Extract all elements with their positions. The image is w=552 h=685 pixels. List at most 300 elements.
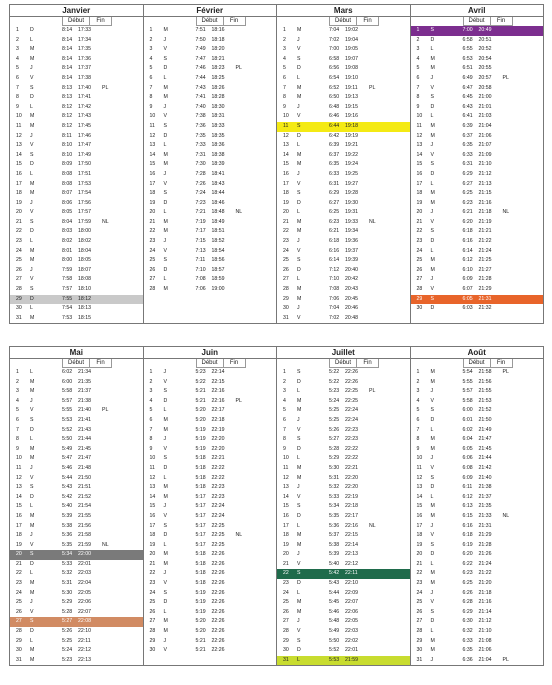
day-row	[277, 550, 410, 560]
day-row	[411, 608, 544, 618]
sunrise-time: 5:44	[329, 589, 340, 596]
sunset-time: 22:10	[78, 628, 91, 635]
day-number: 20	[149, 551, 156, 558]
sunrise-time: 6:33	[462, 151, 473, 158]
weekday: D	[163, 65, 168, 72]
sunset-time: 18:52	[211, 238, 225, 245]
day-number: 23	[16, 580, 22, 587]
day-number: 22	[16, 570, 22, 577]
weekday: M	[30, 589, 35, 596]
weekday: D	[30, 295, 34, 302]
day-number: 30	[149, 647, 156, 654]
weekday: V	[30, 541, 34, 548]
sunset-time: 18:56	[211, 257, 225, 264]
sunset-time: 22:03	[78, 570, 91, 577]
day-row	[144, 522, 277, 532]
sunset-time: 18:12	[78, 295, 91, 302]
sunrise-time: 5:18	[195, 464, 206, 471]
sunrise-time: 8:14	[62, 55, 73, 62]
day-number: 13	[149, 484, 156, 491]
moon-phase	[102, 617, 116, 627]
moon-phase	[236, 512, 250, 522]
moon-phase	[236, 112, 250, 122]
moon-phase	[369, 141, 383, 151]
sunset-time: 22:12	[345, 560, 358, 567]
day-number: 11	[416, 122, 422, 129]
sunset-time: 22:23	[345, 426, 358, 433]
sunrise-time: 5:21	[195, 637, 206, 644]
end-header: Fin	[90, 359, 112, 368]
moon-phase	[236, 93, 250, 103]
weekday: M	[30, 113, 35, 120]
weekday: M	[30, 522, 35, 529]
weekday: S	[297, 369, 301, 375]
sunrise-time: 7:04	[329, 27, 340, 33]
sunrise-time: 7:11	[195, 257, 206, 264]
moon-phase	[503, 45, 517, 55]
sunrise-time: 6:37	[329, 151, 340, 158]
weekday: D	[297, 647, 301, 654]
day-number: 8	[416, 94, 420, 101]
sunrise-time: 5:57	[462, 388, 473, 395]
day-number: 27	[283, 276, 289, 283]
weekday: S	[430, 541, 434, 548]
weekday: L	[30, 637, 33, 644]
day-row	[144, 512, 277, 522]
sunset-time: 22:26	[211, 628, 225, 635]
moon-phase	[102, 637, 116, 647]
weekday: S	[163, 55, 167, 62]
sunrise-time: 6:15	[462, 512, 473, 519]
day-row	[144, 170, 277, 180]
sunset-time: 22:25	[345, 397, 358, 404]
moon-phase	[503, 569, 517, 579]
weekday: L	[297, 388, 300, 395]
moon-phase	[503, 122, 517, 132]
day-row	[277, 199, 410, 209]
sunset-time: 19:25	[345, 170, 358, 177]
day-row	[10, 151, 143, 161]
day-number: 11	[16, 122, 22, 129]
weekday: D	[430, 551, 435, 558]
sunrise-time: 6:14	[329, 257, 340, 264]
sunrise-time: 7:08	[195, 276, 206, 283]
moon-phase	[369, 646, 383, 656]
sunrise-time: 5:39	[62, 512, 73, 519]
sunrise-time: 7:19	[195, 218, 206, 225]
day-number: 28	[416, 628, 423, 635]
day-row	[10, 93, 143, 103]
sunrise-time: 5:36	[329, 522, 340, 529]
sunrise-time: 8:14	[62, 36, 73, 43]
day-number: 1	[283, 369, 286, 375]
day-row	[10, 397, 143, 407]
weekday: J	[30, 132, 33, 139]
weekday: M	[430, 266, 435, 273]
moon-phase	[369, 502, 383, 512]
sunrise-time: 6:23	[462, 199, 473, 206]
sunset-time: 21:38	[478, 484, 492, 491]
day-row	[144, 112, 277, 122]
sunset-time: 22:21	[345, 464, 358, 471]
day-row	[411, 180, 544, 190]
moon-phase	[236, 247, 250, 257]
sunrise-time: 7:06	[195, 286, 206, 293]
weekday: V	[163, 247, 167, 254]
moon-phase	[102, 112, 116, 122]
start-header: Début	[196, 359, 224, 368]
moon-phase	[236, 378, 250, 388]
sunset-time: 21:45	[78, 445, 91, 452]
day-row	[411, 560, 544, 570]
moon-phase	[503, 141, 517, 151]
sunrise-time: 5:37	[329, 532, 340, 539]
sunrise-time: 6:56	[329, 65, 340, 72]
day-row	[144, 368, 277, 378]
weekday: M	[297, 608, 302, 615]
sunset-time: 22:16	[211, 388, 225, 395]
day-row	[277, 522, 410, 532]
sunrise-time: 6:16	[329, 247, 340, 254]
sunrise-time: 6:09	[462, 276, 473, 283]
sunset-time: 21:29	[478, 286, 492, 293]
sunset-time: 22:17	[345, 512, 358, 519]
day-number: 16	[283, 170, 289, 177]
sunset-time: 21:42	[478, 464, 492, 471]
weekday: M	[430, 570, 435, 577]
weekday: M	[430, 378, 435, 385]
day-number: 10	[16, 455, 22, 462]
day-row	[144, 151, 277, 161]
sunrise-time: 5:38	[329, 541, 340, 548]
month-name: Juillet	[277, 347, 410, 359]
sunrise-time: 7:58	[62, 276, 73, 283]
moon-phase	[369, 285, 383, 295]
day-row	[10, 45, 143, 55]
moon-phase	[102, 464, 116, 474]
sunset-time: 20:43	[345, 286, 358, 293]
sunset-time: 18:31	[211, 113, 225, 120]
day-row	[144, 560, 277, 570]
sunset-time: 19:15	[345, 103, 358, 110]
moon-phase	[503, 502, 517, 512]
weekday: L	[297, 522, 300, 529]
day-number: 18	[283, 532, 289, 539]
moon-phase	[236, 560, 250, 570]
day-row	[144, 93, 277, 103]
weekday: M	[163, 618, 168, 625]
moon-phase	[236, 189, 250, 199]
day-row	[144, 406, 277, 416]
sunset-time: 21:40	[478, 474, 492, 481]
day-row	[10, 74, 143, 84]
weekday: L	[430, 426, 434, 433]
sunset-time: 17:34	[78, 36, 91, 43]
day-row	[411, 295, 544, 305]
weekday: V	[163, 512, 167, 519]
end-header: Fin	[491, 359, 513, 368]
day-number: 12	[416, 474, 423, 481]
moon-phase	[102, 493, 116, 503]
day-number: 2	[416, 36, 420, 43]
day-number: 29	[416, 295, 423, 302]
sunrise-time: 6:02	[462, 426, 473, 433]
sunrise-time: 6:10	[462, 266, 473, 273]
weekday: M	[30, 378, 35, 385]
moon-phase	[236, 266, 250, 276]
weekday: L	[297, 589, 300, 596]
weekday: D	[30, 493, 34, 500]
day-number: 28	[16, 286, 22, 293]
sunset-time: 22:03	[345, 628, 358, 635]
weekday: V	[163, 647, 167, 654]
day-number: 31	[283, 314, 289, 321]
weekday: J	[163, 238, 167, 245]
weekday: V	[297, 560, 301, 567]
day-row	[144, 493, 277, 503]
moon-phase	[369, 531, 383, 541]
day-row	[277, 598, 410, 608]
sunset-time: 22:22	[345, 455, 358, 462]
sunset-time: 21:29	[478, 532, 492, 539]
day-number: 10	[149, 455, 156, 462]
day-number: 20	[416, 551, 423, 558]
sunset-time: 22:13	[78, 656, 91, 663]
sunrise-time: 6:11	[462, 484, 473, 491]
day-number: 20	[283, 551, 289, 558]
day-row	[277, 368, 410, 378]
weekday: L	[297, 74, 300, 81]
day-row	[411, 426, 544, 436]
sunset-time: 17:37	[78, 65, 91, 72]
moon-phase	[369, 445, 383, 455]
weekday: L	[297, 455, 300, 462]
weekday: J	[30, 266, 33, 273]
sunrise-time: 5:20	[195, 407, 206, 414]
day-number: 1	[149, 369, 153, 375]
sunrise-time: 5:27	[329, 436, 340, 443]
day-row	[144, 589, 277, 599]
day-row	[144, 84, 277, 94]
sunrise-time: 6:16	[462, 238, 473, 245]
moon-phase	[503, 617, 517, 627]
weekday: J	[430, 74, 434, 81]
sunset-time: 22:00	[78, 551, 91, 558]
day-row	[411, 170, 544, 180]
weekday: M	[30, 388, 35, 395]
day-row	[144, 74, 277, 84]
start-header: Début	[196, 17, 224, 26]
sunset-time: 17:45	[78, 122, 91, 129]
day-number: 16	[416, 512, 423, 519]
day-row	[277, 646, 410, 656]
sunrise-time: 7:02	[329, 314, 340, 321]
moon-phase	[369, 368, 383, 378]
sunset-time: 20:46	[345, 305, 358, 312]
day-number: 9	[416, 445, 420, 452]
sunrise-time: 6:33	[462, 637, 473, 644]
weekday: V	[30, 74, 34, 81]
sunrise-time: 5:28	[62, 608, 73, 615]
moon-phase	[236, 180, 250, 190]
sunrise-time: 8:14	[62, 74, 73, 81]
sunset-time: 18:15	[78, 314, 91, 321]
day-row	[411, 646, 544, 656]
weekday: J	[163, 637, 167, 644]
moon-phase	[503, 579, 517, 589]
sunrise-time: 6:51	[462, 65, 473, 72]
sunrise-time: 6:03	[462, 305, 473, 312]
day-row	[144, 141, 277, 151]
weekday: M	[163, 493, 168, 500]
day-row	[277, 531, 410, 541]
sunset-time: 22:11	[78, 637, 91, 644]
moon-phase	[503, 26, 517, 36]
sunrise-time: 5:24	[329, 397, 340, 404]
day-row	[277, 483, 410, 493]
day-row	[10, 387, 143, 397]
moon-phase	[102, 275, 116, 285]
weekday: L	[163, 474, 167, 481]
weekday: D	[30, 560, 34, 567]
sunrise-time: 5:22	[329, 369, 340, 375]
moon-phase	[369, 295, 383, 305]
end-header: Fin	[224, 359, 246, 368]
day-row	[144, 502, 277, 512]
moon-phase	[102, 36, 116, 46]
day-row	[10, 617, 143, 627]
day-number: 15	[16, 503, 22, 510]
weekday: V	[30, 407, 34, 414]
day-number: 18	[416, 532, 423, 539]
weekday: L	[163, 541, 167, 548]
sunset-time: 20:51	[478, 36, 492, 43]
sunrise-time: 6:18	[462, 532, 473, 539]
day-row	[411, 112, 544, 122]
sunset-time: 17:51	[78, 170, 91, 177]
day-number: 7	[149, 426, 153, 433]
weekday: V	[30, 276, 34, 283]
moon-phase	[102, 103, 116, 113]
weekday: S	[30, 551, 34, 558]
moon-phase	[236, 84, 250, 94]
day-number: 29	[16, 295, 22, 302]
day-row	[10, 435, 143, 445]
day-number: 13	[149, 142, 156, 149]
sunset-time: 21:09	[478, 151, 492, 158]
day-row	[277, 406, 410, 416]
column-headers	[411, 17, 544, 26]
weekday: J	[430, 276, 434, 283]
sunset-time: 21:28	[478, 541, 492, 548]
sunset-time: 22:21	[211, 455, 225, 462]
day-number: 23	[149, 238, 156, 245]
sunrise-time: 5:27	[62, 618, 73, 625]
day-number: 23	[283, 238, 289, 245]
day-row	[277, 55, 410, 65]
start-header: Début	[463, 17, 491, 26]
sunrise-time: 6:02	[62, 369, 73, 375]
day-row	[411, 416, 544, 426]
moon-phase	[236, 522, 250, 532]
moon-phase	[503, 36, 517, 46]
day-number: 15	[416, 503, 423, 510]
sunrise-time: 7:33	[195, 142, 206, 149]
day-number: 18	[416, 190, 423, 197]
column-headers	[144, 359, 277, 368]
moon-phase	[102, 132, 116, 142]
sunrise-time: 8:08	[62, 180, 73, 187]
month-column	[276, 4, 410, 324]
day-row	[144, 416, 277, 426]
sunrise-time: 7:12	[329, 266, 340, 273]
day-number: 5	[283, 407, 286, 414]
sunrise-time: 5:20	[195, 416, 206, 423]
day-row	[10, 426, 143, 436]
sunrise-time: 5:17	[195, 493, 206, 500]
moon-phase	[503, 445, 517, 455]
day-row	[10, 122, 143, 132]
weekday: M	[163, 560, 168, 567]
sunset-time: 22:11	[345, 570, 358, 577]
moon-phase	[369, 170, 383, 180]
weekday: L	[297, 209, 300, 216]
sunrise-time: 5:21	[195, 647, 206, 654]
sunset-time: 22:22	[345, 445, 358, 452]
day-row	[277, 304, 410, 314]
weekday: D	[30, 228, 34, 235]
day-row	[144, 160, 277, 170]
day-number: 24	[16, 247, 22, 254]
sunrise-time: 5:53	[62, 416, 73, 423]
day-number: 28	[283, 628, 289, 635]
weekday: J	[297, 551, 300, 558]
moon-phase	[236, 368, 250, 378]
sunrise-time: 5:43	[329, 580, 340, 587]
sunrise-time: 6:50	[329, 94, 340, 101]
day-row	[411, 378, 544, 388]
moon-phase	[102, 64, 116, 74]
weekday: V	[297, 247, 301, 254]
weekday: J	[163, 503, 167, 510]
sunrise-time: 7:50	[195, 36, 206, 43]
day-row	[10, 378, 143, 388]
day-number: 29	[416, 637, 423, 644]
sunrise-time: 6:35	[462, 647, 473, 654]
day-number: 14	[416, 151, 423, 158]
day-number: 14	[16, 493, 22, 500]
sunset-time: 18:00	[78, 228, 91, 235]
moon-phase	[503, 160, 517, 170]
weekday: M	[430, 257, 435, 264]
day-number: 12	[149, 474, 156, 481]
sunrise-time: 5:20	[195, 618, 206, 625]
day-number: 21	[416, 218, 423, 225]
weekday: M	[297, 27, 302, 33]
sunset-time: 18:46	[211, 199, 225, 206]
moon-phase	[369, 227, 383, 237]
sunset-time: 22:14	[345, 541, 358, 548]
day-number: 14	[416, 493, 423, 500]
moon-phase: NL	[502, 512, 510, 519]
moon-phase	[102, 295, 116, 305]
sunset-time: 19:13	[345, 94, 358, 101]
day-row	[277, 637, 410, 647]
day-number: 3	[149, 46, 153, 53]
moon-phase	[236, 569, 250, 579]
sunrise-time: 8:09	[62, 161, 73, 168]
sunset-time: 21:35	[78, 378, 91, 385]
